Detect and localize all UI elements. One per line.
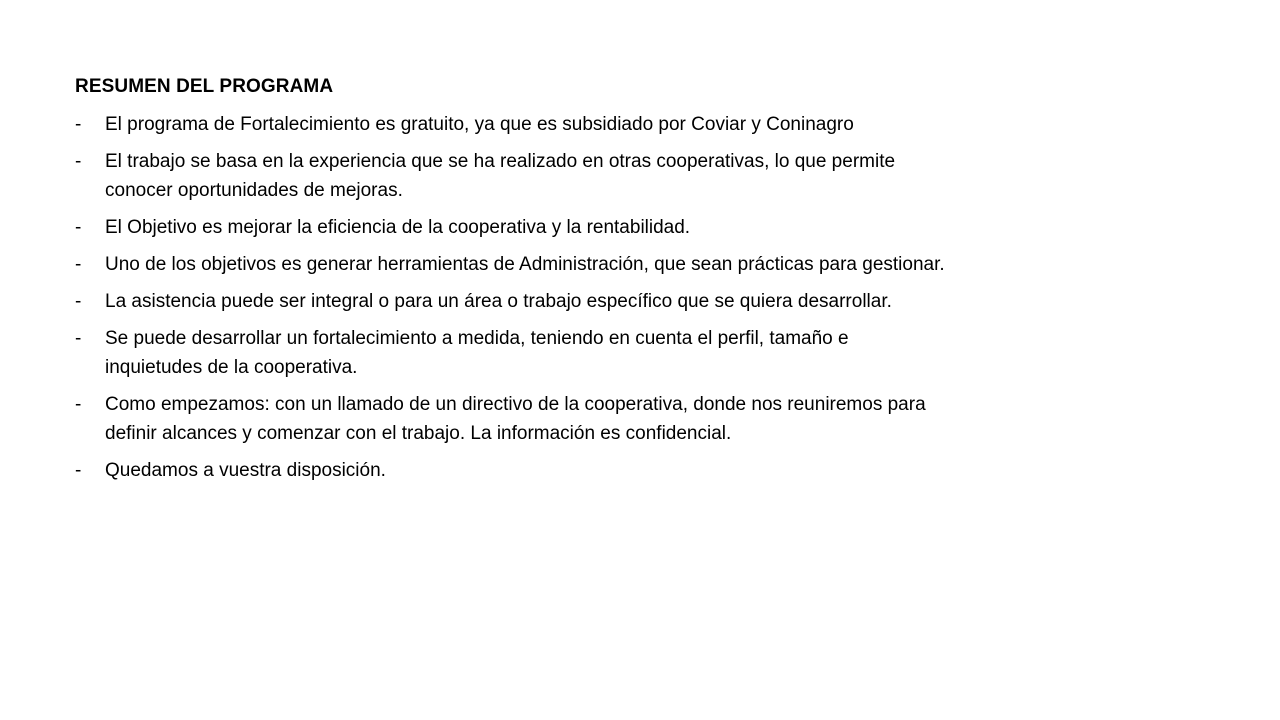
bullet-dash: - bbox=[75, 394, 82, 415]
bullet-text: La asistencia puede ser integral o para un área o trabajo específico que se quiera desarrollar. bbox=[105, 291, 892, 312]
bullet-item bbox=[75, 287, 945, 316]
bullet-dash: - bbox=[75, 328, 82, 349]
bullet-item bbox=[75, 456, 945, 485]
bullet-item bbox=[75, 213, 945, 242]
bullet-text: El trabajo se basa en la experiencia que se ha realizado en otras cooperativas, lo que permite conocer oportunidades de mejoras. bbox=[105, 151, 896, 201]
bullet-text: El Objetivo es mejorar la eficiencia de la cooperativa y la rentabilidad. bbox=[105, 217, 691, 238]
bullet-list bbox=[75, 110, 945, 485]
bullet-dash: - bbox=[75, 254, 82, 275]
bullet-text: Como empezamos: con un llamado de un directivo de la cooperativa, donde nos reuniremos para definir alcances y comenzar con el trabajo. La información es confidencial. bbox=[105, 394, 926, 444]
bullet-dash: - bbox=[75, 217, 82, 238]
bullet-dash: - bbox=[75, 291, 82, 312]
slide-title: RESUMEN DEL PROGRAMA bbox=[75, 76, 334, 97]
bullet-dash: - bbox=[75, 460, 82, 481]
slide-content bbox=[75, 73, 945, 493]
bullet-item bbox=[75, 250, 945, 279]
bullet-text: El programa de Fortalecimiento es gratuito, ya que es subsidiado por Coviar y Coninagro bbox=[105, 114, 854, 135]
bullet-item bbox=[75, 324, 945, 382]
bullet-item bbox=[75, 147, 945, 205]
bullet-text: Uno de los objetivos es generar herramientas de Administración, que sean prácticas para gestionar. bbox=[105, 254, 945, 275]
bullet-text: Quedamos a vuestra disposición. bbox=[105, 460, 386, 481]
bullet-dash: - bbox=[75, 151, 82, 172]
bullet-item bbox=[75, 390, 945, 448]
bullet-item bbox=[75, 110, 945, 139]
bullet-text: Se puede desarrollar un fortalecimiento a medida, teniendo en cuenta el perfil, tamaño e inquietudes de la cooperativa. bbox=[105, 328, 849, 378]
bullet-dash: - bbox=[75, 114, 82, 135]
